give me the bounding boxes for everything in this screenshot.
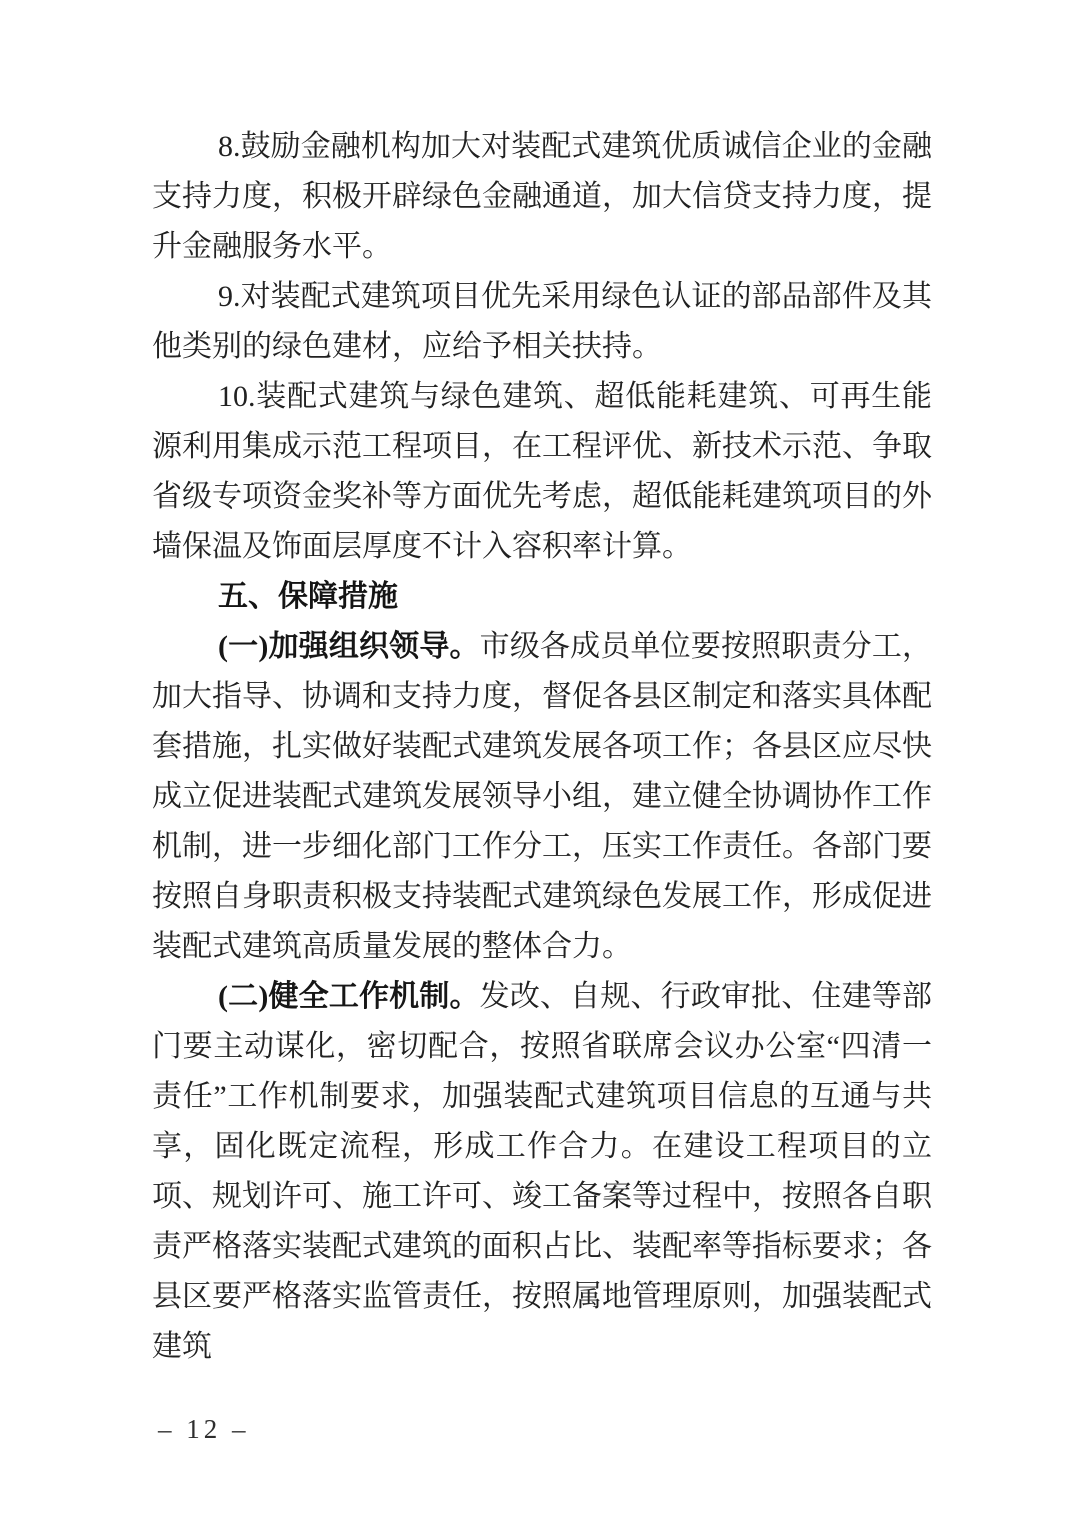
section-heading-5 xyxy=(152,572,932,622)
paragraph-item-8-text: 8.鼓励金融机构加大对装配式建筑优质诚信企业的金融支持力度，积极开辟绿色金融通道，加大信贷支持力度，提升金融服务水平。 xyxy=(152,130,932,263)
paragraph-item-10 xyxy=(152,372,932,572)
paragraph-sub-1-text: 市级各成员单位要按照职责分工，加大指导、协调和支持力度，督促各县区制定和落实具体配套措施，扎实做好装配式建筑发展各项工作；各县区应尽快成立促进装配式建筑发展领导小组，建立健全协调协作工作机制，进一步细化部门工作分工，压实工作责任。各部门要按照自身职责积极支持装配式建筑绿色发展工作，形成促进装配式建筑高质量发展的整体合力。 xyxy=(152,630,932,963)
paragraph-sub-2-text: 发改、自规、行政审批、住建等部门要主动谋化，密切配合，按照省联席会议办公室“四清一责任”工作机制要求，加强装配式建筑项目信息的互通与共享，固化既定流程，形成工作合力。在建设工程项目的立项、规划许可、施工许可、竣工备案等过程中，按照各自职责严格落实装配式建筑的面积占比、装配率等指标要求；各县区要严格落实监管责任，按照属地管理原则，加强装配式建筑 xyxy=(152,980,932,1363)
paragraph-item-10-text: 10.装配式建筑与绿色建筑、超低能耗建筑、可再生能源利用集成示范工程项目，在工程评优、新技术示范、争取省级专项资金奖补等方面优先考虑，超低能耗建筑项目的外墙保温及饰面层厚度不计入容积率计算。 xyxy=(152,380,932,563)
paragraph-item-9 xyxy=(152,272,932,372)
paragraph-sub-2 xyxy=(152,972,932,1372)
paragraph-sub-2-lead: (二)健全工作机制。 xyxy=(218,980,480,1013)
paragraph-item-8 xyxy=(152,122,932,272)
paragraph-sub-1 xyxy=(152,622,932,972)
paragraph-sub-1-lead: (一)加强组织领导。 xyxy=(218,630,480,663)
paragraph-item-9-text: 9.对装配式建筑项目优先采用绿色认证的部品部件及其他类别的绿色建材，应给予相关扶持。 xyxy=(152,280,932,363)
document-body xyxy=(152,122,932,1372)
page-number: – 12 – xyxy=(158,1414,250,1444)
section-heading-5-text: 五、保障措施 xyxy=(218,580,398,613)
